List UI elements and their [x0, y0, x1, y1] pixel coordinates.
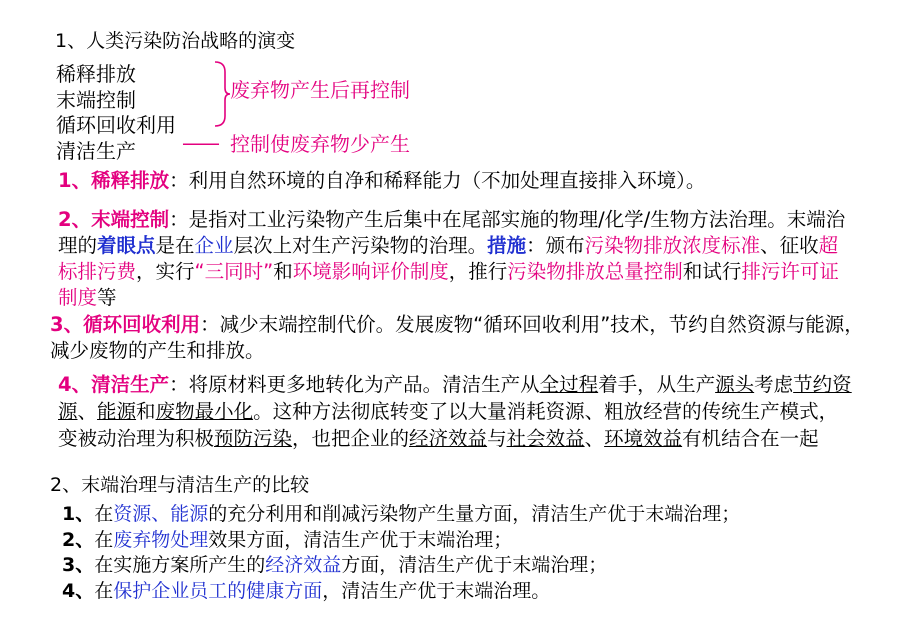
- curly-brace-icon: [205, 60, 231, 128]
- paragraph-recycling-line2: 减少废物的产生和排放。: [50, 339, 265, 362]
- arrow-label: 控制使废弃物少产生: [230, 132, 410, 156]
- strategy-1: 稀释排放: [56, 62, 136, 86]
- dash: ——: [182, 131, 218, 155]
- section1-title: 1、人类污染防治战略的演变: [55, 30, 296, 52]
- strategy-4: 清洁生产: [56, 139, 136, 163]
- paragraph-end-control-line4: 制度等: [58, 286, 117, 309]
- section2-title: 2、末端治理与清洁生产的比较: [50, 474, 310, 496]
- paragraph-clean-production-line1: 4、清洁生产：将原材料更多地转化为产品。清洁生产从全过程着手，从生产源头考虑节约资: [58, 373, 852, 396]
- comparison-item: 2、在废弃物处理效果方面，清洁生产优于末端治理；: [62, 529, 513, 551]
- strategy-3: 循环回收利用: [56, 113, 176, 137]
- comparison-item: 3、在实施方案所产生的经济效益方面，清洁生产优于末端治理；: [62, 554, 608, 576]
- paragraph-recycling-line1: 3、循环回收利用：减少末端控制代价。发展废物“循环回收利用”技术，节约自然资源与能源，: [50, 313, 864, 336]
- brace-label: 废弃物产生后再控制: [230, 78, 410, 102]
- paragraph-dilution: 1、稀释排放：利用自然环境的自净和稀释能力（不加处理直接排入环境）。: [58, 169, 706, 192]
- paragraph-clean-production-line2: 源、能源和废物最小化。这种方法彻底转变了以大量消耗资源、粗放经营的传统生产模式，: [58, 400, 839, 423]
- comparison-item: 1、在资源、能源的充分利用和削减污染物产生量方面，清洁生产优于末端治理；: [62, 503, 741, 525]
- paragraph-end-control-line3: 标排污费，实行“三同时”和环境影响评价制度，推行污染物排放总量控制和试行排污许可证: [58, 260, 839, 283]
- comparison-item: 4、在保护企业员工的健康方面，清洁生产优于末端治理。: [62, 580, 551, 602]
- term-dilution: 稀释排放: [91, 169, 170, 192]
- paragraph-end-control-line2: 理的着眼点是在企业层次上对生产污染物的治理。措施：颁布污染物排放浓度标准、征收超: [58, 234, 839, 257]
- term-clean-production: 清洁生产: [91, 373, 170, 396]
- term-end-control: 末端控制: [91, 208, 170, 231]
- paragraph-clean-production-line3: 变被动治理为积极预防污染，也把企业的经济效益与社会效益、环境效益有机结合在一起: [58, 427, 819, 450]
- paragraph-end-control-line1: 2、末端控制：是指对工业污染物产生后集中在尾部实施的物理/化学/生物方法治理。末端治: [58, 208, 846, 231]
- strategy-2: 末端控制: [56, 88, 136, 112]
- term-recycling: 循环回收利用: [83, 313, 201, 336]
